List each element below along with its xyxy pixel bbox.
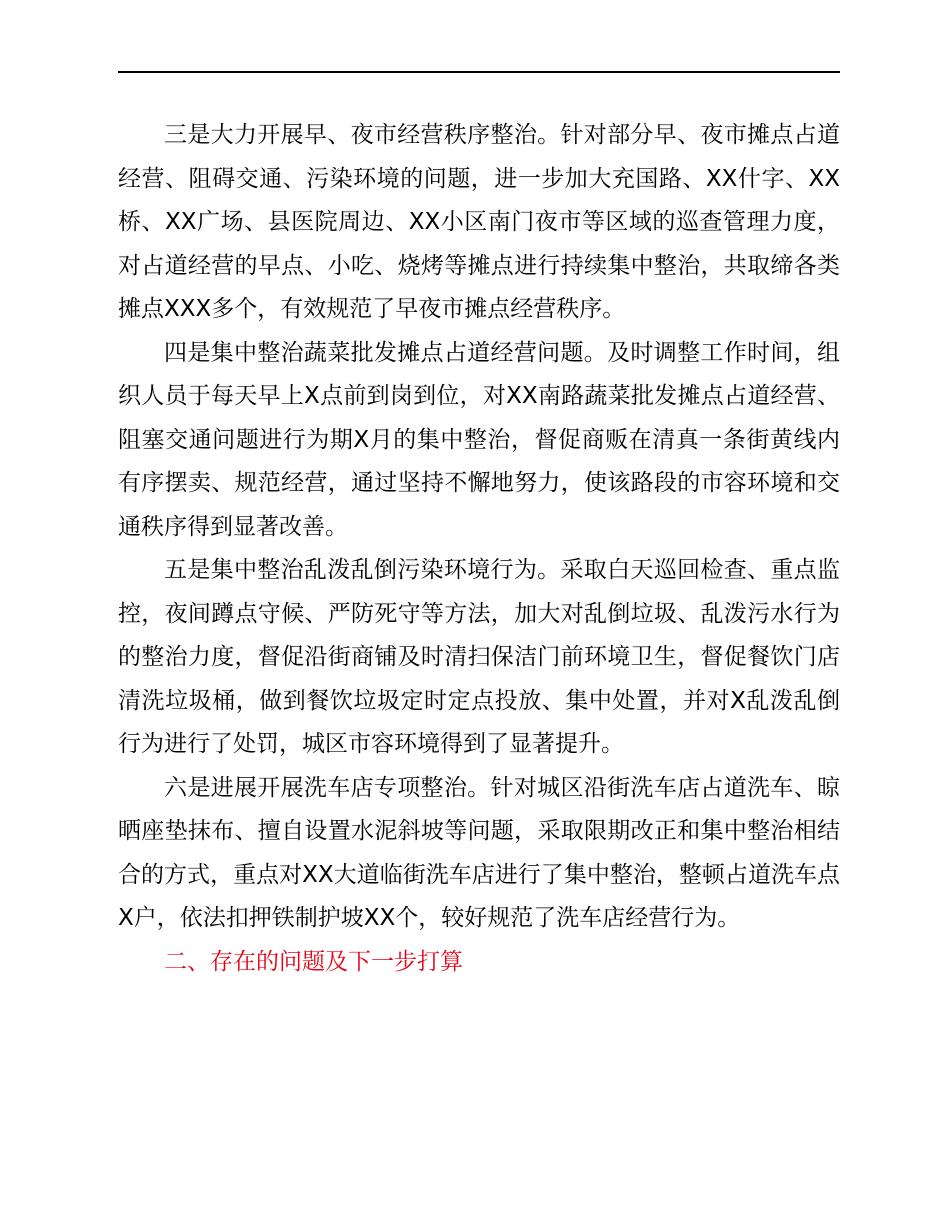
- paragraph-market-order: 三是大力开展早、夜市经营秩序整治。针对部分早、夜市摊点占道经营、阻碍交通、污染环境的问题，进一步加大充国路、XX什字、XX桥、XX广场、县医院周边、XX小区南门夜市等区域的巡查管理力度，对占道经营的早点、小吃、烧烤等摊点进行持续集中整治，共取缔各类摊点XXX多个，有效规范了早夜市摊点经营秩序。: [118, 122, 840, 322]
- document-body: [118, 114, 840, 984]
- paragraph-vegetable-stalls: 四是集中整治蔬菜批发摊点占道经营问题。及时调整工作时间，组织人员于每天早上X点前到岗到位，对XX南路蔬菜批发摊点占道经营、阻塞交通问题进行为期X月的集中整治，督促商贩在清真一条街黄线内有序摆卖、规范经营，通过坚持不懈地努力，使该路段的市容环境和交通秩序得到显著改善。: [118, 339, 840, 540]
- paragraph-dumping: 五是集中整治乱泼乱倒污染环境行为。采取白天巡回检查、重点监控，夜间蹲点守候、严防死守等方法，加大对乱倒垃圾、乱泼污水行为的整治力度，督促沿街商铺及时清扫保洁门前环境卫生，督促餐饮门店清洗垃圾桶，做到餐饮垃圾定时定点投放、集中处置，并对X乱泼乱倒行为进行了处罚，城区市容环境得到了显著提升。: [118, 557, 840, 757]
- section-heading: 二、存在的问题及下一步打算: [164, 948, 463, 975]
- header-rule: [118, 71, 840, 73]
- paragraph-car-wash: 六是进展开展洗车店专项整治。针对城区沿街洗车店占道洗车、晾晒座垫抹布、擅自设置水泥斜坡等问题，采取限期改正和集中整治相结合的方式，重点对XX大道临街洗车店进行了集中整治，整顿占道洗车点X户，依法扣押铁制护坡XX个，较好规范了洗车店经营行为。: [118, 774, 840, 931]
